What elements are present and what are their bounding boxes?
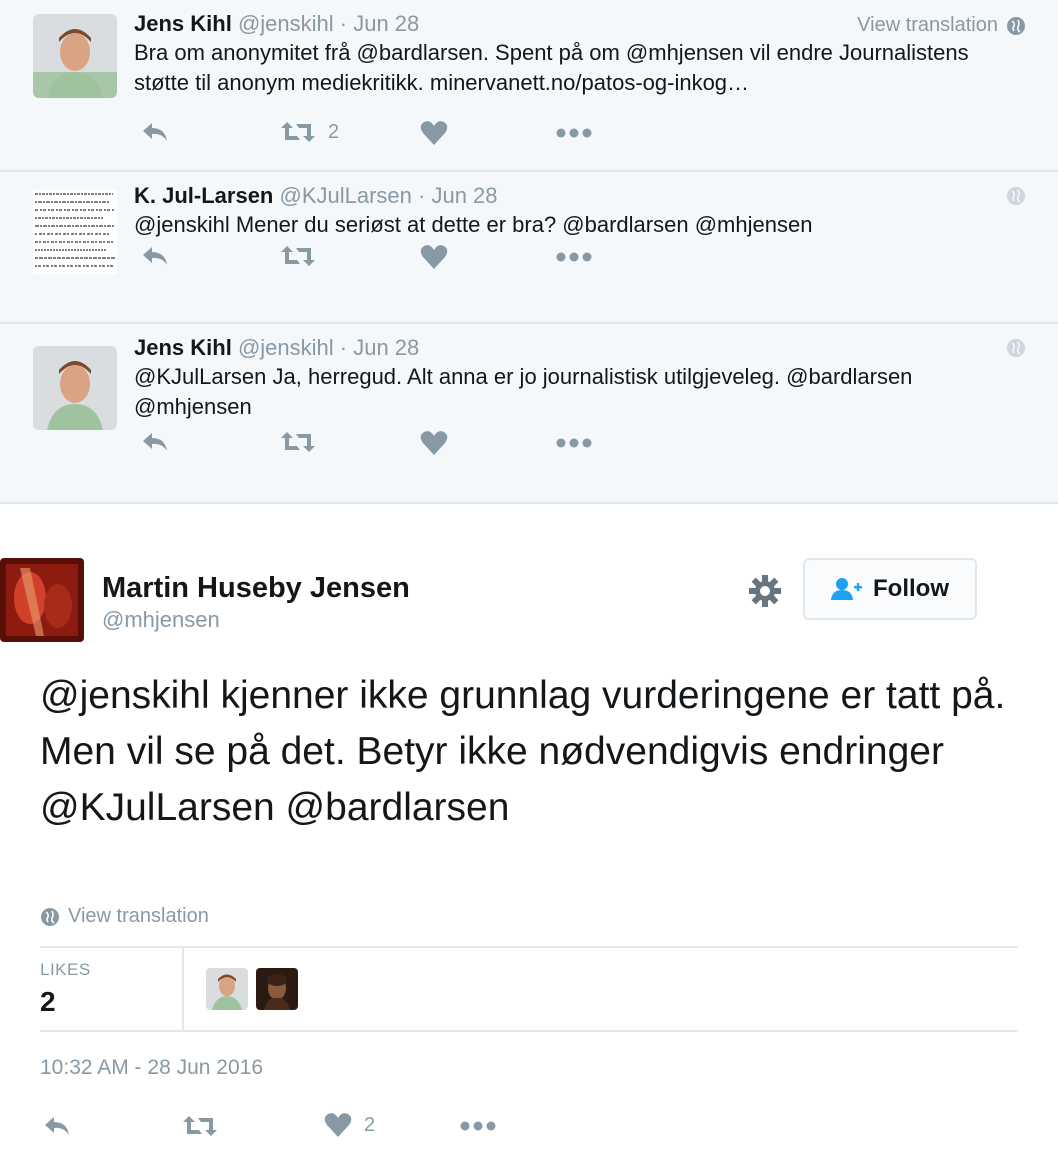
tweet-stats (40, 946, 1018, 1032)
follow-label: Follow (873, 575, 949, 602)
liker-avatar[interactable] (256, 968, 298, 1010)
tweet-text: @KJulLarsen Ja, herregud. Alt anna er jo journalistisk utilgjeveleg. @bardlarsen @mhjensen (134, 364, 913, 419)
reply-icon (140, 120, 170, 144)
globe-indicator (1006, 186, 1026, 206)
settings-button[interactable] (748, 574, 782, 608)
reply-button[interactable] (140, 430, 170, 454)
reply-tweet-2[interactable] (0, 172, 1058, 324)
reply-tweet-3[interactable] (0, 324, 1058, 504)
tweet-timestamp[interactable]: 10:32 AM - 28 Jun 2016 (40, 1056, 263, 1079)
view-translation-label: View translation (68, 905, 209, 927)
tweet-text: @jenskihl Mener du seriøst at dette er bra? @bardlarsen @mhjensen (134, 212, 813, 237)
gear-icon (748, 574, 782, 608)
reply-button[interactable] (140, 244, 170, 268)
retweet-button[interactable] (280, 244, 316, 268)
reply-tweet-1[interactable] (0, 0, 1058, 172)
author-handle[interactable]: @KJulLarsen (279, 183, 412, 208)
tweet-date[interactable]: · Jun 28 (339, 11, 420, 36)
retweet-icon (280, 244, 316, 268)
more-button[interactable] (556, 252, 592, 262)
author-handle[interactable]: @mhjensen (102, 607, 220, 632)
heart-icon (420, 430, 448, 456)
like-button[interactable] (420, 120, 448, 146)
more-dots-icon (556, 128, 592, 138)
avatar[interactable] (33, 346, 117, 430)
reply-icon (140, 244, 170, 268)
heart-icon (420, 244, 448, 270)
tweet-header (134, 172, 1058, 210)
more-dots-icon (460, 1121, 496, 1131)
reply-icon (140, 430, 170, 454)
more-button[interactable] (556, 128, 592, 138)
reply-button[interactable] (42, 1114, 72, 1138)
follow-button[interactable] (803, 558, 977, 620)
heart-icon (420, 120, 448, 146)
view-translation-link[interactable] (857, 14, 1026, 37)
more-button[interactable] (556, 438, 592, 448)
retweet-button[interactable] (182, 1114, 218, 1138)
like-button[interactable] (420, 430, 448, 456)
like-button[interactable] (324, 1112, 375, 1138)
more-button[interactable] (460, 1121, 496, 1131)
tweet-date[interactable]: · Jun 28 (418, 183, 498, 208)
likes-label: LIKES (40, 960, 91, 979)
retweet-icon (280, 120, 316, 144)
like-count: 2 (364, 1113, 376, 1136)
globe-indicator (1006, 338, 1026, 358)
retweet-icon (280, 430, 316, 454)
view-translation-link[interactable] (40, 905, 209, 928)
globe-icon (1006, 16, 1026, 36)
globe-icon (1006, 186, 1026, 206)
more-dots-icon (556, 438, 592, 448)
add-user-icon (831, 577, 863, 601)
more-dots-icon (556, 252, 592, 262)
likes-count: 2 (40, 986, 56, 1017)
heart-icon (324, 1112, 352, 1138)
retweet-button[interactable] (280, 120, 339, 144)
author-handle[interactable]: @jenskihl (237, 335, 334, 360)
reply-button[interactable] (140, 120, 170, 144)
avatar[interactable] (33, 190, 117, 274)
like-button[interactable] (420, 244, 448, 270)
author-name[interactable]: Jens Kihl (134, 11, 232, 36)
retweet-count: 2 (328, 120, 340, 143)
tweet-text: Bra om anonymitet frå @bardlarsen. Spent på om @mhjensen vil endre Journalistens støtte til anonym mediekritikk. minervanett.no/patos-og-inkog… (134, 40, 969, 95)
author-handle[interactable]: @jenskihl (237, 11, 334, 36)
retweet-icon (182, 1114, 218, 1138)
author-name[interactable]: K. Jul-Larsen (134, 183, 274, 208)
tweet-header (134, 324, 1058, 362)
globe-icon (1006, 338, 1026, 358)
retweet-button[interactable] (280, 430, 316, 454)
main-tweet-text: @jenskihl kjenner ikke grunnlag vurderingene er tatt på. Men vil se på det. Betyr ikke nødvendigvis endringer @KJulLarsen @bardlarsen (40, 674, 1006, 829)
avatar[interactable] (0, 558, 84, 642)
tweet-date[interactable]: · Jun 28 (339, 335, 420, 360)
avatar[interactable] (33, 14, 117, 98)
liker-avatar[interactable] (206, 968, 248, 1010)
globe-icon (40, 907, 60, 927)
reply-icon (42, 1114, 72, 1138)
author-name[interactable]: Martin Huseby Jensen (102, 572, 410, 604)
likes-stat[interactable] (40, 948, 184, 1032)
view-translation-label: View translation (857, 14, 998, 36)
author-name[interactable]: Jens Kihl (134, 335, 232, 360)
